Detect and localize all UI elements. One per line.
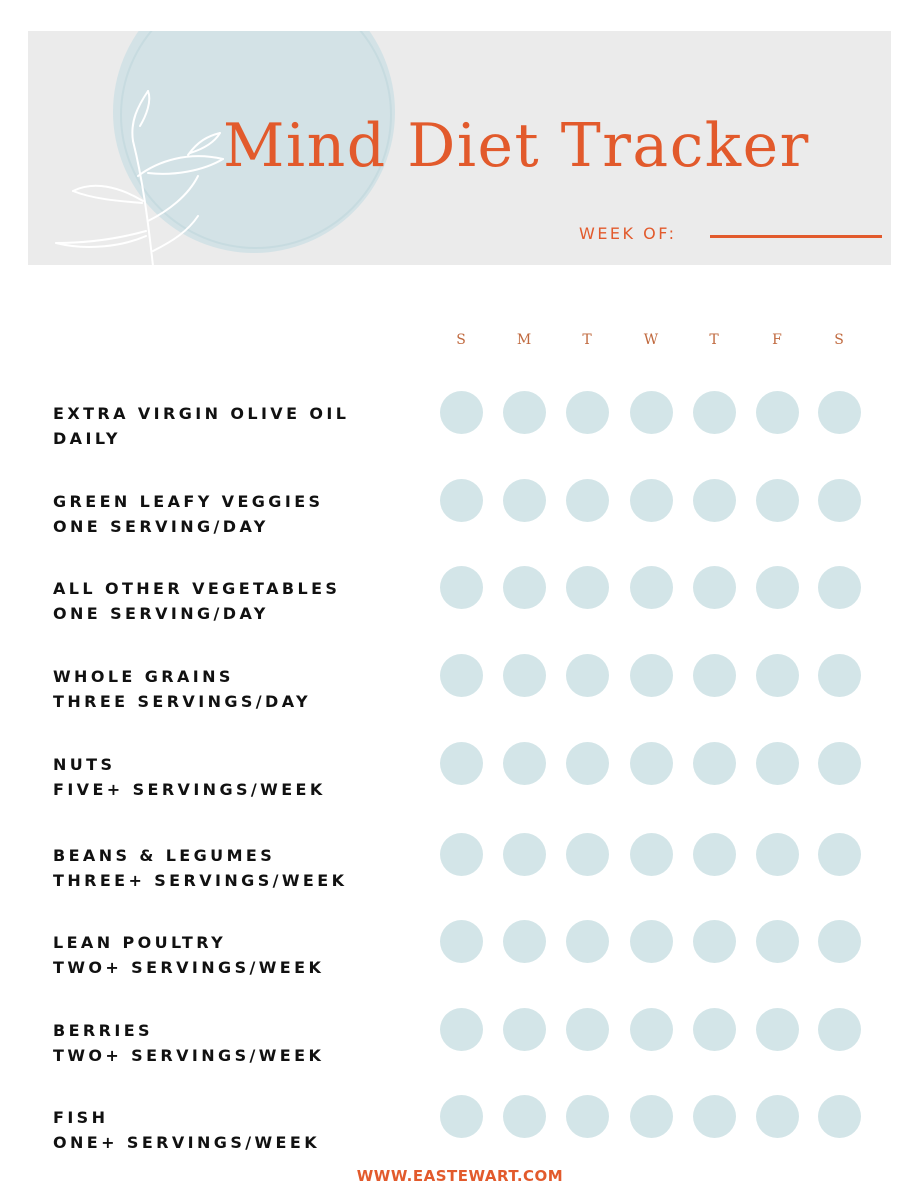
checkbox-circle-mon[interactable]: [503, 920, 546, 963]
checkbox-circle-thu[interactable]: [693, 1008, 736, 1051]
row-label-food: ALL OTHER VEGETABLES: [53, 579, 341, 598]
row-label: [53, 576, 340, 626]
header-band: [28, 31, 891, 265]
row-label-food: LEAN POULTRY: [53, 933, 227, 952]
checkbox-circle-fri[interactable]: [756, 742, 799, 785]
checkbox-circle-wed[interactable]: [630, 654, 673, 697]
checkbox-circle-wed[interactable]: [630, 479, 673, 522]
checkbox-circle-wed[interactable]: [630, 920, 673, 963]
week-of-input-line[interactable]: [710, 235, 882, 238]
checkbox-circle-mon[interactable]: [503, 479, 546, 522]
checkbox-circle-thu[interactable]: [693, 479, 736, 522]
checkbox-circle-thu[interactable]: [693, 1095, 736, 1138]
row-label-frequency: FIVE+ SERVINGS/WEEK: [53, 780, 326, 799]
checkbox-circle-sat[interactable]: [818, 654, 861, 697]
checkbox-circle-tue[interactable]: [566, 479, 609, 522]
checkbox-circle-fri[interactable]: [756, 479, 799, 522]
checkbox-circle-mon[interactable]: [503, 833, 546, 876]
checkbox-circle-sun[interactable]: [440, 479, 483, 522]
row-label: [53, 1018, 324, 1068]
checkbox-circle-mon[interactable]: [503, 654, 546, 697]
checkbox-circle-thu[interactable]: [693, 566, 736, 609]
checkbox-circle-wed[interactable]: [630, 1095, 673, 1138]
checkbox-circle-mon[interactable]: [503, 1008, 546, 1051]
checkbox-circle-fri[interactable]: [756, 566, 799, 609]
checkbox-circle-sun[interactable]: [440, 833, 483, 876]
checkbox-circle-sun[interactable]: [440, 654, 483, 697]
checkbox-circle-mon[interactable]: [503, 566, 546, 609]
day-header-sun: S: [456, 332, 466, 348]
week-of-label: WEEK OF:: [579, 224, 677, 243]
row-label-food: NUTS: [53, 755, 116, 774]
row-label-food: BEANS & LEGUMES: [53, 846, 276, 865]
row-label-food: EXTRA VIRGIN OLIVE OIL: [53, 404, 350, 423]
checkbox-circle-sat[interactable]: [818, 1008, 861, 1051]
tracker-row: [0, 654, 920, 714]
checkbox-circle-sun[interactable]: [440, 742, 483, 785]
day-header-wed: W: [643, 332, 659, 348]
checkbox-circle-wed[interactable]: [630, 833, 673, 876]
checkbox-circle-fri[interactable]: [756, 654, 799, 697]
checkbox-circle-tue[interactable]: [566, 1008, 609, 1051]
checkbox-circle-tue[interactable]: [566, 654, 609, 697]
checkbox-circle-tue[interactable]: [566, 742, 609, 785]
tracker-row: [0, 920, 920, 980]
checkbox-circle-mon[interactable]: [503, 1095, 546, 1138]
tracker-row: [0, 479, 920, 539]
checkbox-circle-mon[interactable]: [503, 742, 546, 785]
checkbox-circle-sun[interactable]: [440, 1095, 483, 1138]
checkbox-circle-wed[interactable]: [630, 566, 673, 609]
row-label: [53, 1105, 320, 1155]
row-label: [53, 489, 323, 539]
checkbox-circle-wed[interactable]: [630, 391, 673, 434]
checkbox-circle-sat[interactable]: [818, 566, 861, 609]
tracker-row: [0, 391, 920, 451]
row-label: [53, 752, 326, 802]
checkbox-circle-sat[interactable]: [818, 742, 861, 785]
footer-website[interactable]: WWW.EASTEWART.COM: [356, 1167, 564, 1185]
row-label-frequency: ONE+ SERVINGS/WEEK: [53, 1133, 321, 1152]
page-title: Mind Diet Tracker: [223, 111, 810, 181]
checkbox-circle-sat[interactable]: [818, 920, 861, 963]
checkbox-circle-fri[interactable]: [756, 833, 799, 876]
tracker-row: [0, 742, 920, 802]
tracker-row: [0, 1095, 920, 1155]
checkbox-circle-wed[interactable]: [630, 1008, 673, 1051]
row-label-food: GREEN LEAFY VEGGIES: [53, 492, 324, 511]
checkbox-circle-fri[interactable]: [756, 1008, 799, 1051]
checkbox-circle-sat[interactable]: [818, 1095, 861, 1138]
day-header-fri: F: [772, 332, 782, 348]
day-header-thu: T: [709, 332, 719, 348]
checkbox-circle-thu[interactable]: [693, 833, 736, 876]
checkbox-circle-thu[interactable]: [693, 920, 736, 963]
row-label-food: BERRIES: [53, 1021, 153, 1040]
row-label: [53, 664, 311, 714]
leaf-sprig-icon: [48, 81, 248, 265]
tracker-row: [0, 566, 920, 626]
checkbox-circle-tue[interactable]: [566, 391, 609, 434]
checkbox-circle-sun[interactable]: [440, 566, 483, 609]
row-label-food: FISH: [53, 1108, 109, 1127]
checkbox-circle-sun[interactable]: [440, 391, 483, 434]
checkbox-circle-thu[interactable]: [693, 742, 736, 785]
day-header-sat: S: [834, 332, 844, 348]
checkbox-circle-thu[interactable]: [693, 391, 736, 434]
checkbox-circle-wed[interactable]: [630, 742, 673, 785]
day-header-mon: M: [516, 332, 532, 348]
row-label-frequency: THREE SERVINGS/DAY: [53, 692, 311, 711]
checkbox-circle-thu[interactable]: [693, 654, 736, 697]
checkbox-circle-sat[interactable]: [818, 391, 861, 434]
row-label: [53, 401, 349, 451]
checkbox-circle-sat[interactable]: [818, 833, 861, 876]
checkbox-circle-mon[interactable]: [503, 391, 546, 434]
checkbox-circle-sat[interactable]: [818, 479, 861, 522]
checkbox-circle-fri[interactable]: [756, 391, 799, 434]
row-label-frequency: DAILY: [53, 429, 121, 448]
checkbox-circle-sun[interactable]: [440, 1008, 483, 1051]
checkbox-circle-sun[interactable]: [440, 920, 483, 963]
tracker-row: [0, 833, 920, 893]
row-label-frequency: ONE SERVING/DAY: [53, 604, 269, 623]
row-label: [53, 843, 347, 893]
checkbox-circle-tue[interactable]: [566, 566, 609, 609]
row-label-frequency: ONE SERVING/DAY: [53, 517, 269, 536]
checkbox-circle-tue[interactable]: [566, 920, 609, 963]
row-label: [53, 930, 324, 980]
row-label-frequency: THREE+ SERVINGS/WEEK: [53, 871, 348, 890]
checkbox-circle-fri[interactable]: [756, 1095, 799, 1138]
day-header-tue: T: [582, 332, 592, 348]
checkbox-circle-tue[interactable]: [566, 833, 609, 876]
checkbox-circle-tue[interactable]: [566, 1095, 609, 1138]
row-label-frequency: TWO+ SERVINGS/WEEK: [53, 958, 325, 977]
tracker-row: [0, 1008, 920, 1068]
row-label-frequency: TWO+ SERVINGS/WEEK: [53, 1046, 325, 1065]
row-label-food: WHOLE GRAINS: [53, 667, 234, 686]
checkbox-circle-fri[interactable]: [756, 920, 799, 963]
